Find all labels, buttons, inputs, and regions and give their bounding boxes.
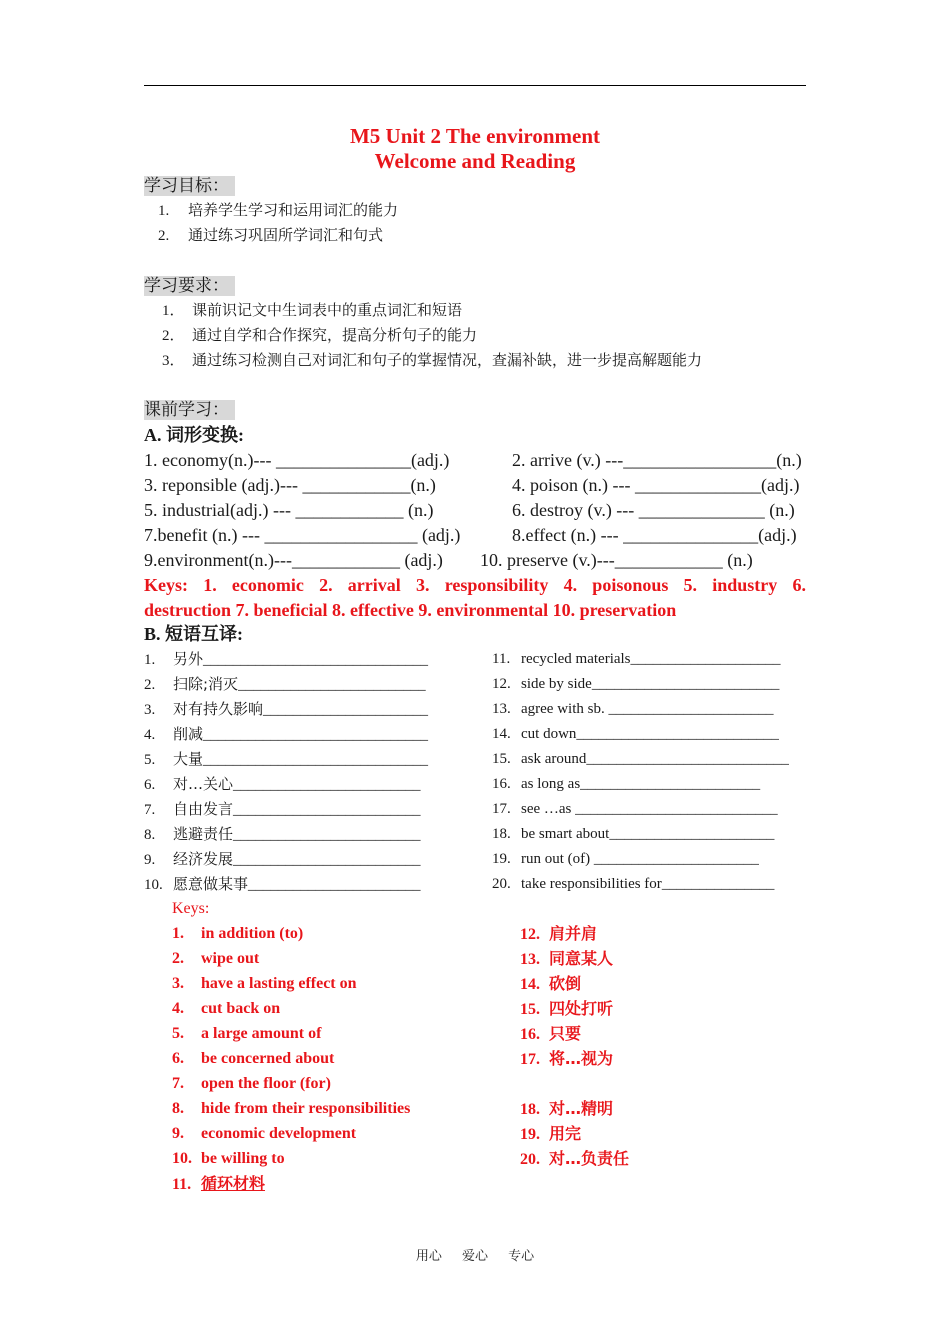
item-text: agree with sb.: [521, 701, 609, 717]
item-number: 10.: [172, 1150, 192, 1167]
answer-blank: _________________________: [233, 802, 421, 818]
item-number: 7.: [144, 802, 156, 818]
item-text: be smart about: [521, 826, 610, 842]
key-answer-en: [172, 1021, 321, 1046]
item-number: 20.: [520, 1151, 540, 1168]
wordform-item: 7.benefit (n.) --- _________________ (adj.): [144, 525, 461, 545]
item-number: 19.: [492, 851, 511, 867]
item-text: 大量: [173, 750, 204, 768]
item-number: 2.: [172, 950, 184, 967]
answer-blank: _________________________: [233, 852, 421, 868]
answer-blank: ______________________: [263, 702, 429, 718]
wordform-item: 4. poison (n.) --- ______________(adj.): [512, 475, 800, 495]
key-answer-en: [172, 996, 280, 1021]
answer-blank: ______________________________: [203, 652, 429, 668]
answer-blank: _________________________: [238, 677, 426, 693]
item-number: 5.: [172, 1025, 184, 1042]
item-text: run out (of): [521, 851, 594, 867]
wordform-item: 2. arrive (v.) ---_________________(n.): [512, 450, 802, 470]
phrase-item-en: [492, 797, 778, 822]
item-number: 5.: [144, 752, 156, 768]
item-number: 8.: [144, 827, 156, 843]
key-answer-en: [172, 1096, 410, 1121]
item-number: 2.: [144, 677, 156, 693]
item-text: have a lasting effect on: [201, 975, 357, 992]
keys-a-line2: destruction 7. beneficial 8. effective 9. environmental 10. preservation: [144, 600, 677, 620]
header-rule: [144, 85, 806, 86]
item-text: 同意某人: [549, 949, 614, 968]
item-number: 4.: [144, 727, 156, 743]
item-text: 肩并肩: [549, 924, 598, 943]
item-number: 12.: [520, 926, 540, 943]
phrase-item-cn: [144, 672, 426, 698]
phrase-item-cn: [144, 847, 421, 873]
item-text: cut back on: [201, 1000, 281, 1017]
section-b-heading: B. 短语互译:: [144, 624, 243, 644]
item-text: 削减: [173, 725, 204, 743]
item-number: 15.: [520, 1001, 540, 1018]
wordform-item: 1. economy(n.)--- _______________(adj.): [144, 450, 450, 470]
key-answer-en: [172, 1071, 331, 1096]
key-answer-cn: [520, 971, 581, 997]
requirements-heading: 学习要求：: [144, 276, 235, 296]
item-number: 13.: [492, 701, 511, 717]
keys-a-line1: Keys: 1. economic 2. arrival 3. responsibility 4. poisonous 5. industry 6.: [144, 575, 806, 595]
item-text: see …as: [521, 801, 576, 817]
answer-blank: ___________________________: [575, 801, 778, 817]
item-number: 12.: [492, 676, 511, 692]
item-text: 只要: [549, 1024, 582, 1043]
item-number: 9.: [172, 1125, 184, 1142]
item-text: in addition (to): [201, 925, 304, 942]
item-text: 对…负责任: [549, 1149, 630, 1168]
item-text: economic development: [201, 1125, 357, 1142]
objectives-heading: 学习目标：: [144, 176, 235, 196]
objective-item: 2. 通过练习巩固所学词汇和句式: [158, 226, 384, 244]
doc-title: M5 Unit 2 The environment: [349, 124, 601, 148]
item-text: side by side: [521, 676, 592, 692]
item-text: 砍倒: [549, 974, 582, 993]
key-answer-cn: [520, 1021, 581, 1047]
answer-blank: _________________________: [591, 676, 780, 692]
keys-b-label: Keys:: [172, 900, 210, 917]
answer-blank: ___________________________: [576, 726, 779, 742]
phrase-item-cn: [144, 697, 428, 723]
key-answer-en: [172, 946, 259, 971]
item-text: recycled materials: [521, 651, 631, 667]
phrase-item-cn: [144, 797, 421, 823]
item-number: 8.: [172, 1100, 184, 1117]
item-number: 6.: [144, 777, 156, 793]
phrase-item-cn: [144, 647, 428, 673]
item-text: 用完: [549, 1124, 582, 1143]
item-number: 6.: [172, 1050, 184, 1067]
answer-blank: ______________________: [609, 826, 775, 842]
phrase-item-en: [492, 672, 779, 697]
item-text: wipe out: [201, 950, 260, 967]
item-text: 愿意做某事: [173, 875, 249, 893]
item-number: 14.: [520, 976, 540, 993]
answer-blank: _________________________: [233, 827, 421, 843]
item-number: 19.: [520, 1126, 540, 1143]
item-number: 17.: [492, 801, 511, 817]
phrase-item-en: [492, 722, 779, 747]
item-number: 20.: [492, 876, 511, 892]
item-number: 1.: [172, 925, 184, 942]
requirement-item: 1． 课前识记文中生词表中的重点词汇和短语: [162, 301, 463, 319]
item-text: 另外: [173, 650, 204, 668]
key-answer-en: [172, 1171, 265, 1197]
item-text: take responsibilities for: [521, 876, 662, 892]
key-answer-en: [172, 971, 357, 996]
item-number: 9.: [144, 852, 156, 868]
answer-blank: _______________: [661, 876, 775, 892]
item-number: 11.: [492, 651, 511, 667]
phrase-item-cn: [144, 747, 428, 773]
item-number: 16.: [492, 776, 511, 792]
key-answer-en: [172, 1046, 334, 1071]
phrase-item-en: [492, 747, 789, 772]
item-number: 3.: [144, 702, 156, 718]
item-text: be willing to: [201, 1150, 285, 1167]
item-text: 对…精明: [549, 1099, 614, 1118]
wordform-item: 10. preserve (v.)---____________ (n.): [480, 550, 753, 570]
answer-blank: ______________________________: [203, 727, 429, 743]
item-text: as long as: [521, 776, 581, 792]
item-text: open the floor (for): [201, 1075, 331, 1092]
key-answer-en: [172, 1146, 285, 1171]
key-answer-cn: [520, 1046, 613, 1072]
wordform-item: 6. destroy (v.) --- ______________ (n.): [512, 500, 795, 520]
phrase-item-en: [492, 772, 760, 797]
answer-blank: ______________________________: [203, 752, 429, 768]
item-number: 17.: [520, 1051, 540, 1068]
item-number: 13.: [520, 951, 540, 968]
item-number: 1.: [144, 652, 156, 668]
item-text: cut down: [521, 726, 577, 742]
item-text: 将…视为: [549, 1049, 614, 1068]
phrase-item-en: [492, 872, 774, 897]
key-answer-en: [172, 1121, 356, 1146]
item-text: 扫除;消灭: [173, 675, 239, 693]
item-number: 7.: [172, 1075, 184, 1092]
answer-blank: _________________________: [233, 777, 421, 793]
wordform-item: 8.effect (n.) --- _______________(adj.): [512, 525, 797, 545]
wordform-item: 3. reponsible (adj.)--- ____________(n.): [144, 475, 436, 495]
item-text: ask around: [521, 751, 587, 767]
phrase-item-en: [492, 697, 773, 722]
objective-item: 1. 培养学生学习和运用词汇的能力: [158, 201, 399, 219]
phrase-item-en: [492, 647, 781, 672]
key-answer-cn: [520, 1146, 629, 1172]
wordform-item: 9.environment(n.)---____________ (adj.): [144, 550, 443, 570]
phrase-item-cn: [144, 822, 421, 848]
phrase-item-en: [492, 822, 774, 847]
answer-blank: ______________________: [608, 701, 774, 717]
phrase-item-cn: [144, 772, 421, 798]
doc-subtitle: Welcome and Reading: [374, 149, 576, 173]
requirement-item: 2． 通过自学和合作探究，提高分析句子的能力: [162, 326, 478, 344]
item-text: 逃避责任: [173, 825, 234, 843]
item-text: 自由发言: [173, 800, 234, 818]
item-number: 18.: [520, 1101, 540, 1118]
key-answer-cn: [520, 1096, 613, 1122]
wordform-item: 5. industrial(adj.) --- ____________ (n.): [144, 500, 434, 520]
item-text: 对…关心: [173, 775, 234, 793]
item-text: 循环材料: [201, 1174, 266, 1193]
item-number: 4.: [172, 1000, 184, 1017]
preview-heading: 课前学习：: [144, 400, 235, 420]
item-number: 10.: [144, 877, 163, 893]
item-text: 四处打听: [549, 999, 614, 1018]
section-a-heading: A. 词形变换:: [144, 425, 244, 445]
item-number: 3.: [172, 975, 184, 992]
key-answer-cn: [520, 996, 613, 1022]
page-footer: 用心 爱心 专心: [415, 1249, 535, 1264]
item-text: 对有持久影响: [173, 700, 264, 718]
answer-blank: ____________________: [630, 651, 781, 667]
requirement-item: 3． 通过练习检测自己对词汇和句子的掌握情况，查漏补缺，进一步提高解题能力: [162, 351, 703, 369]
key-answer-cn: [520, 1121, 581, 1147]
answer-blank: ___________________________: [586, 751, 789, 767]
item-number: 11.: [172, 1176, 192, 1193]
answer-blank: ________________________: [580, 776, 761, 792]
item-text: a large amount of: [201, 1025, 322, 1042]
answer-blank: ______________________: [593, 851, 759, 867]
phrase-item-cn: [144, 872, 421, 898]
item-number: 15.: [492, 751, 511, 767]
key-answer-cn: [520, 921, 597, 947]
item-number: 14.: [492, 726, 511, 742]
phrase-item-en: [492, 847, 759, 872]
key-answer-cn: [520, 946, 613, 972]
key-answer-en: [172, 921, 303, 946]
item-number: 16.: [520, 1026, 540, 1043]
answer-blank: _______________________: [248, 877, 421, 893]
item-text: be concerned about: [201, 1050, 335, 1067]
item-text: hide from their responsibilities: [201, 1100, 411, 1117]
item-number: 18.: [492, 826, 511, 842]
item-text: 经济发展: [173, 850, 234, 868]
phrase-item-cn: [144, 722, 428, 748]
